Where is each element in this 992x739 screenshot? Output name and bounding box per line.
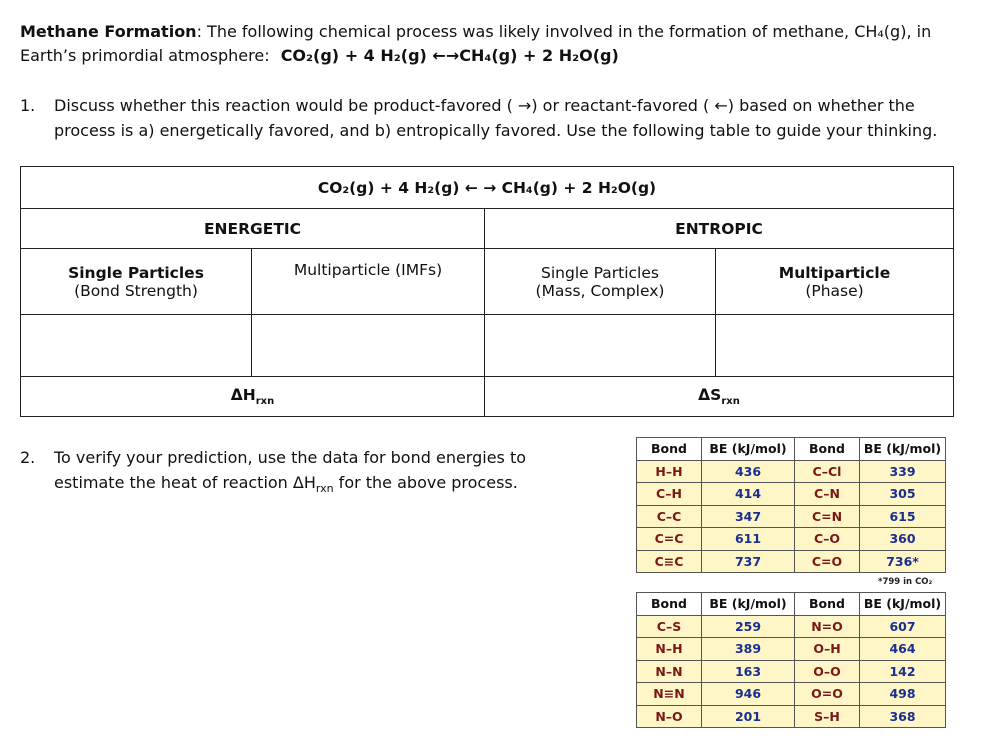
question-2-subscript: rxn	[315, 482, 334, 496]
col4-line-2: (Phase)	[805, 281, 864, 300]
question-2-line-1: To verify your prediction, use the data for bond energies to	[54, 448, 527, 467]
be-cell: 201	[702, 705, 795, 728]
col1-line-2: (Bond Strength)	[74, 281, 198, 300]
bond-cell: C=O	[795, 550, 860, 573]
single-particles-mass-header	[485, 249, 716, 315]
bond-cell: N–H	[637, 638, 702, 661]
be-cell: 389	[702, 638, 795, 661]
be-cell: 464	[860, 638, 946, 661]
answer-cell-imfs[interactable]	[252, 315, 485, 377]
be-cell: 607	[860, 615, 946, 638]
table-row	[637, 638, 946, 661]
be1-header-bond-b: Bond	[795, 438, 860, 461]
be2-header-be-b: BE (kJ/mol)	[860, 593, 946, 616]
table-row	[637, 483, 946, 506]
question-1-line-1: Discuss whether this reaction would be product-favored ( →) or reactant-favored ( ←) based on whether the	[54, 96, 915, 115]
bond-cell: C–S	[637, 615, 702, 638]
bond-cell: C–C	[637, 505, 702, 528]
question-1	[20, 93, 970, 145]
question-1-line-2: process is a) energetically favored, and b) entropically favored. Use the following table to guide your thinking.	[54, 121, 938, 140]
be1-header-be-a: BE (kJ/mol)	[702, 438, 795, 461]
bond-cell: C=N	[795, 505, 860, 528]
footnote-co2: *799 in CO₂	[878, 577, 933, 587]
table-row	[637, 660, 946, 683]
table-row	[637, 528, 946, 551]
delta-s-cell[interactable]	[485, 377, 954, 417]
be-cell: 259	[702, 615, 795, 638]
be2-header-bond-b: Bond	[795, 593, 860, 616]
bond-cell: O=O	[795, 683, 860, 706]
be-cell: 736*	[860, 550, 946, 573]
question-1-number: 1.	[20, 96, 36, 115]
bond-cell: N≡N	[637, 683, 702, 706]
bond-cell: C–N	[795, 483, 860, 506]
favorability-table	[20, 166, 954, 417]
intro-title: Methane Formation	[20, 22, 197, 41]
question-2-line-2-a: estimate the heat of reaction ΔH	[54, 473, 316, 492]
delta-h-cell[interactable]	[21, 377, 485, 417]
table-row	[637, 615, 946, 638]
answer-cell-bond-strength[interactable]	[21, 315, 252, 377]
be-cell: 611	[702, 528, 795, 551]
col4-line-1: Multiparticle	[778, 263, 891, 282]
bond-cell: N=O	[795, 615, 860, 638]
question-1-text	[54, 93, 937, 143]
single-particles-bond-header	[21, 249, 252, 315]
bond-cell: S–H	[795, 705, 860, 728]
bond-cell: N–O	[637, 705, 702, 728]
be-cell: 498	[860, 683, 946, 706]
energetic-header: ENERGETIC	[21, 209, 485, 249]
multiparticle-phase-header	[716, 249, 954, 315]
question-2-line-2-b: for the above process.	[333, 473, 518, 492]
intro-text: : The following chemical process was likely involved in the formation of methane, CH₄(g), in Earth’s primordial atmosphere:	[20, 22, 932, 65]
table-row	[637, 505, 946, 528]
delta-s-label: ΔS	[698, 385, 722, 404]
bond-cell: C–Cl	[795, 460, 860, 483]
bond-energy-table-1	[636, 437, 946, 573]
be2-header-bond-a: Bond	[637, 593, 702, 616]
bond-cell: C–O	[795, 528, 860, 551]
table-row	[637, 683, 946, 706]
be2-header-be-a: BE (kJ/mol)	[702, 593, 795, 616]
bond-cell: H–H	[637, 460, 702, 483]
delta-s-subscript: rxn	[721, 396, 740, 408]
bond-cell: O–H	[795, 638, 860, 661]
table-row	[637, 705, 946, 728]
question-2	[20, 445, 620, 497]
table-row	[637, 550, 946, 573]
table-equation: CO₂(g) + 4 H₂(g) ← → CH₄(g) + 2 H₂O(g)	[21, 167, 954, 209]
question-2-number: 2.	[20, 448, 36, 467]
bond-cell: N–N	[637, 660, 702, 683]
be-cell: 347	[702, 505, 795, 528]
be-cell: 163	[702, 660, 795, 683]
be-cell: 368	[860, 705, 946, 728]
question-2-line-2	[54, 470, 526, 501]
question-2-text	[54, 445, 526, 501]
be-cell: 436	[702, 460, 795, 483]
be1-header-be-b: BE (kJ/mol)	[860, 438, 946, 461]
table-row	[637, 460, 946, 483]
bond-energy-table-2	[636, 592, 946, 728]
intro-equation: CO₂(g) + 4 H₂(g) ←→CH₄(g) + 2 H₂O(g)	[280, 46, 619, 65]
bond-cell: C–H	[637, 483, 702, 506]
bond-cell: C=C	[637, 528, 702, 551]
be-cell: 946	[702, 683, 795, 706]
answer-cell-mass-complex[interactable]	[485, 315, 716, 377]
be-cell: 615	[860, 505, 946, 528]
col1-line-1: Single Particles	[68, 263, 204, 282]
intro-paragraph	[20, 20, 970, 68]
be-cell: 360	[860, 528, 946, 551]
answer-cell-phase[interactable]	[716, 315, 954, 377]
be-cell: 737	[702, 550, 795, 573]
be-cell: 339	[860, 460, 946, 483]
be-cell: 414	[702, 483, 795, 506]
delta-h-subscript: rxn	[255, 396, 275, 408]
delta-h-label: ΔH	[230, 385, 256, 404]
be-cell: 142	[860, 660, 946, 683]
bond-cell: O–O	[795, 660, 860, 683]
entropic-header: ENTROPIC	[485, 209, 954, 249]
bond-cell: C≡C	[637, 550, 702, 573]
multiparticle-imfs-header: Multiparticle (IMFs)	[252, 249, 485, 315]
col3-line-1: Single Particles	[541, 263, 659, 282]
be1-header-bond-a: Bond	[637, 438, 702, 461]
be-cell: 305	[860, 483, 946, 506]
col3-line-2: (Mass, Complex)	[535, 281, 665, 300]
